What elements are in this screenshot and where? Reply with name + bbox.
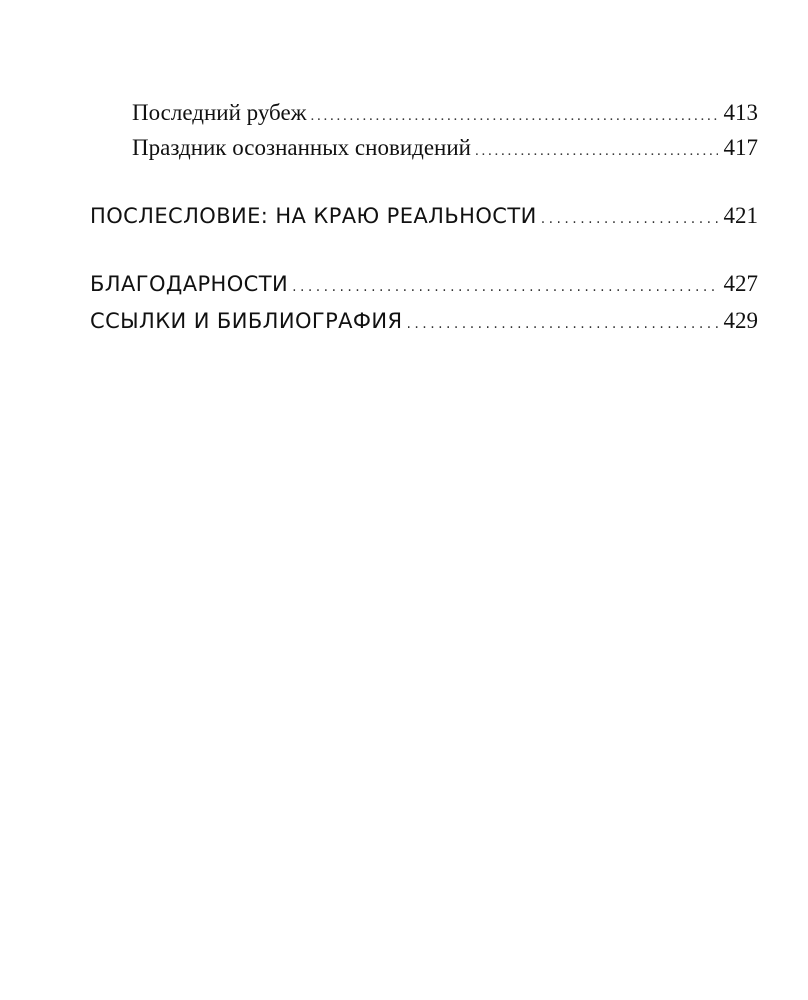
toc-entry-lucid-dream-festival[interactable]: [132, 135, 758, 161]
dot-leader: [407, 316, 718, 332]
toc-entry-references-bibliography[interactable]: [90, 308, 758, 334]
dot-leader: [475, 143, 718, 160]
toc-entry-afterword[interactable]: [90, 203, 758, 229]
toc-entry-page-number: 421: [723, 203, 758, 228]
toc-entry-title: БЛАГОДАРНОСТИ: [90, 272, 289, 296]
toc-entry-acknowledgements[interactable]: [90, 271, 758, 297]
toc-entry-page-number: 429: [723, 308, 758, 333]
dot-leader: [311, 108, 718, 125]
toc-entry-page-number: 417: [723, 135, 758, 160]
toc-entry-title: Праздник осознанных сновидений: [132, 135, 471, 160]
toc-entry-title: Последний рубеж: [132, 100, 307, 125]
dot-leader: [292, 279, 717, 295]
toc-entry-title: ССЫЛКИ И БИБЛИОГРАФИЯ: [90, 309, 403, 333]
toc-entry-last-frontier[interactable]: [132, 100, 758, 126]
dot-leader: [541, 211, 718, 227]
toc-entry-page-number: 413: [723, 100, 758, 125]
toc-entry-page-number: 427: [723, 271, 758, 296]
toc-entry-title: ПОСЛЕСЛОВИЕ: НА КРАЮ РЕАЛЬНОСТИ: [90, 204, 537, 228]
